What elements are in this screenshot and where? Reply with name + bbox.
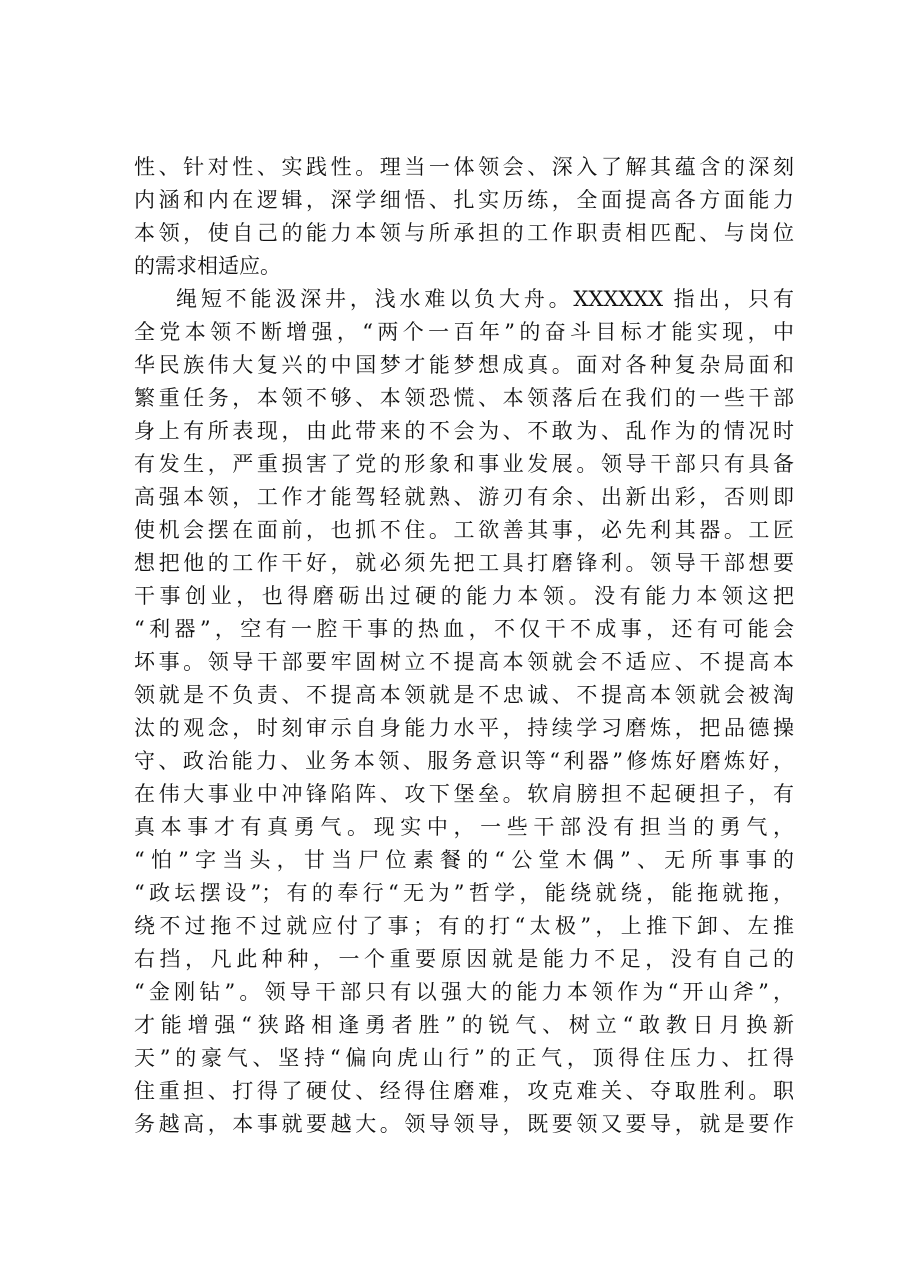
text-line-30: 务越高，本事就要越大。领导领导，既要领又要导，就是要作 [134,1112,794,1136]
text-line-18: 汰的观念，时刻审示自身能力水平，持续学习磨炼，把品德操 [134,716,794,740]
text-line-25: 右挡，凡此种种，一个重要原因就是能力不足，没有自己的 [134,947,794,971]
text-line-24: 绕不过拖不过就应付了事；有的打“太极”，上推下卸、左推 [134,914,794,938]
text-line-29: 住重担、打得了硬仗、经得住磨难，攻克难关、夺取胜利。职 [134,1079,794,1103]
text-line-1: 性、针对性、实践性。理当一体领会、深入了解其蕴含的深刻 [134,155,794,179]
text-line-17: 领就是不负责、不提高本领就是不忠诚、不提高本领就会被淘 [134,683,794,707]
text-line-26: “金刚钻”。领导干部只有以强大的能力本领作为“开山斧”， [134,980,794,1004]
text-line-5: 绳短不能汲深井，浅水难以负大舟。XXXXXX 指出，只有 [176,287,794,311]
text-line-3: 本领，使自己的能力本领与所承担的工作职责相匹配、与岗位 [134,221,794,245]
text-line-7: 华民族伟大复兴的中国梦才能梦想成真。面对各种复杂局面和 [134,353,794,377]
text-line-19: 守、政治能力、业务本领、服务意识等“利器”修炼好磨炼好， [134,749,794,773]
text-line-10: 有发生，严重损害了党的形象和事业发展。领导干部只有具备 [134,452,794,476]
text-line-27: 才能增强“狭路相逢勇者胜”的锐气、树立“敢教日月换新 [134,1013,794,1037]
text-line-28: 天”的豪气、坚持“偏向虎山行”的正气，顶得住压力、扛得 [134,1046,794,1070]
text-line-14: 干事创业，也得磨砺出过硬的能力本领。没有能力本领这把 [134,584,794,608]
text-line-22: “怕”字当头，甘当尸位素餐的“公堂木偶”、无所事事的 [134,848,794,872]
text-line-2: 内涵和内在逻辑，深学细悟、扎实历练，全面提高各方面能力 [134,188,794,212]
text-line-12: 使机会摆在面前，也抓不住。工欲善其事，必先利其器。工匠 [134,518,794,542]
body-text [134,151,794,1141]
text-line-11: 高强本领，工作才能驾轻就熟、游刃有余、出新出彩，否则即 [134,485,794,509]
text-line-4: 的需求相适应。 [134,254,281,278]
text-line-8: 繁重任务，本领不够、本领恐慌、本领落后在我们的一些干部 [134,386,794,410]
text-line-16: 坏事。领导干部要牢固树立不提高本领就会不适应、不提高本 [134,650,794,674]
text-line-15: “利器”，空有一腔干事的热血，不仅干不成事，还有可能会 [134,617,794,641]
text-line-6: 全党本领不断增强，“两个一百年”的奋斗目标才能实现，中 [134,320,794,344]
text-line-20: 在伟大事业中冲锋陷阵、攻下堡垒。软肩膀担不起硬担子，有 [134,782,794,806]
text-line-9: 身上有所表现，由此带来的不会为、不敢为、乱作为的情况时 [134,419,794,443]
text-line-21: 真本事才有真勇气。现实中，一些干部没有担当的勇气， [134,815,794,839]
text-line-23: “政坛摆设”；有的奉行“无为”哲学，能绕就绕，能拖就拖， [134,881,794,905]
text-line-13: 想把他的工作干好，就必须先把工具打磨锋利。领导干部想要 [134,551,794,575]
